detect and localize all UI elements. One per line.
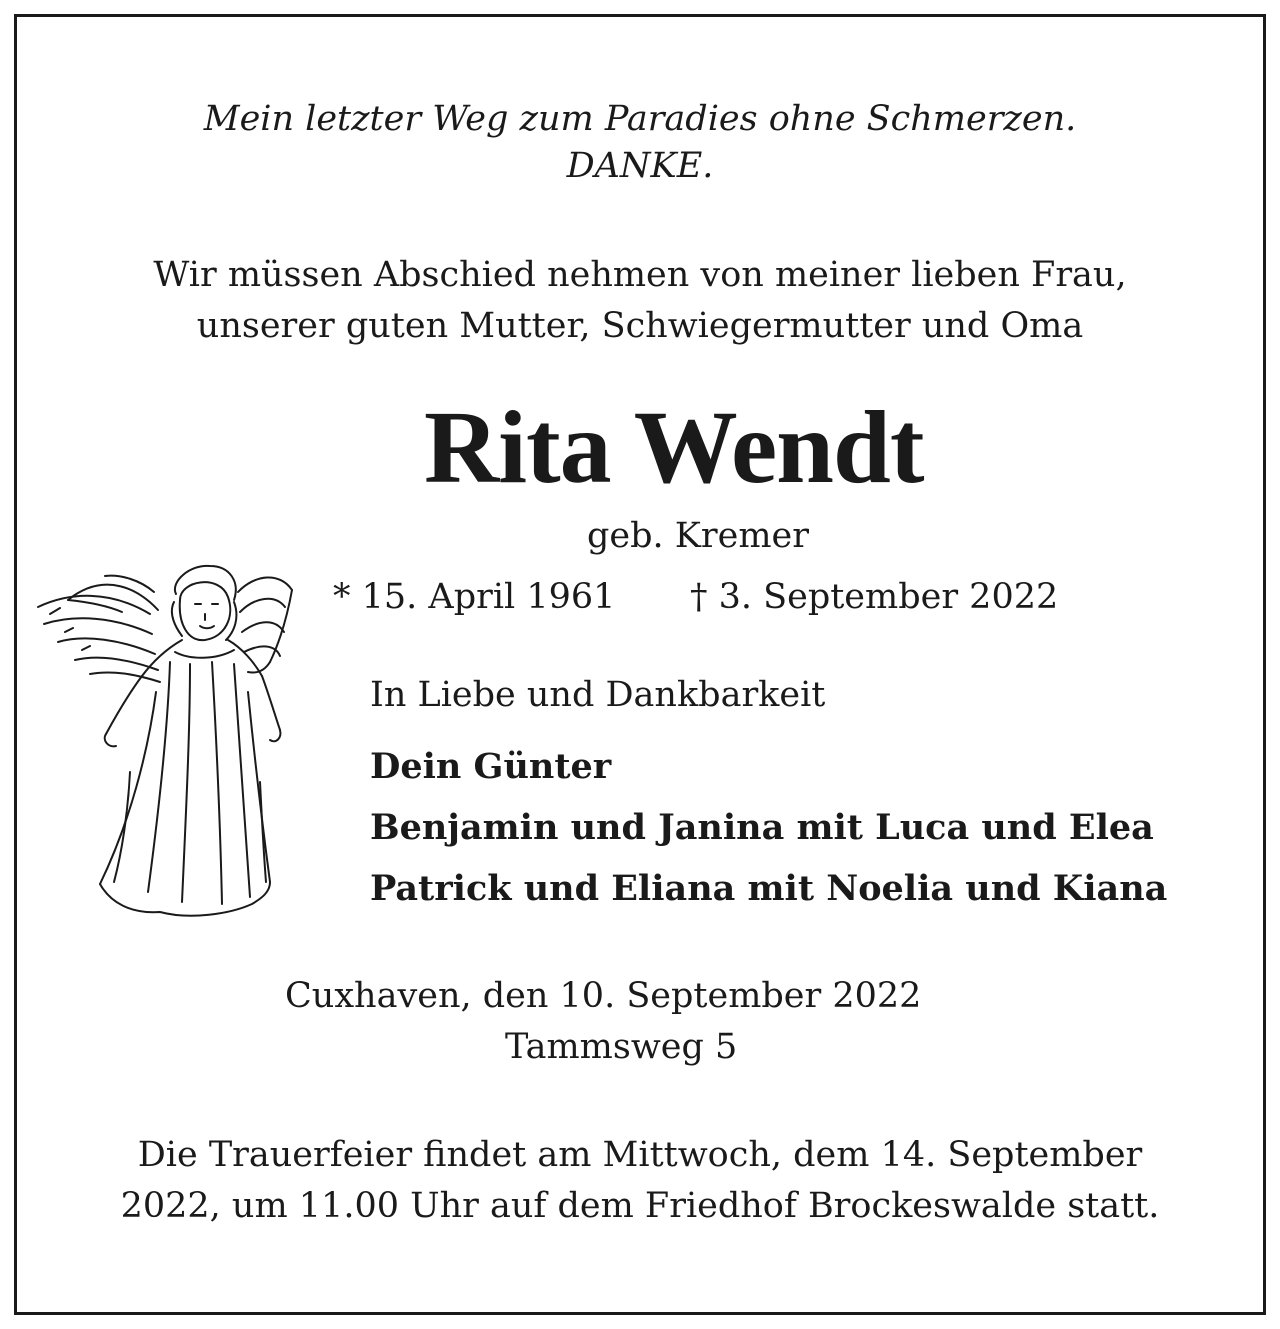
funeral-line-2: 2022, um 11.00 Uhr auf dem Friedhof Brockeswalde statt. — [120, 1186, 1160, 1226]
intro-line-2: unserer guten Mutter, Schwiegermutter und Oma — [196, 306, 1084, 346]
mourners-intro: In Liebe und Dankbarkeit — [370, 675, 826, 715]
mourner-name: Dein Günter — [370, 746, 612, 787]
intro-line-1: Wir müssen Abschied nehmen von meiner lieben Frau, — [153, 255, 1127, 295]
mourner-name: Patrick und Eliana mit Noelia und Kiana — [370, 868, 1168, 909]
death-date: † 3. September 2022 — [690, 577, 1059, 617]
street-address: Tammsweg 5 — [505, 1027, 738, 1067]
motto-line-1: Mein letzter Weg zum Paradies ohne Schmerzen. — [203, 99, 1077, 139]
funeral-line-1: Die Trauerfeier findet am Mittwoch, dem 14. September — [137, 1135, 1143, 1175]
angel-icon — [30, 552, 300, 927]
maiden-name: geb. Kremer — [587, 516, 809, 556]
motto-line-2: DANKE. — [566, 146, 714, 186]
mourner-name: Benjamin und Janina mit Luca und Elea — [370, 807, 1154, 848]
deceased-name: Rita Wendt — [424, 390, 924, 505]
birth-date: * 15. April 1961 — [333, 577, 616, 617]
place-date: Cuxhaven, den 10. September 2022 — [285, 976, 922, 1016]
